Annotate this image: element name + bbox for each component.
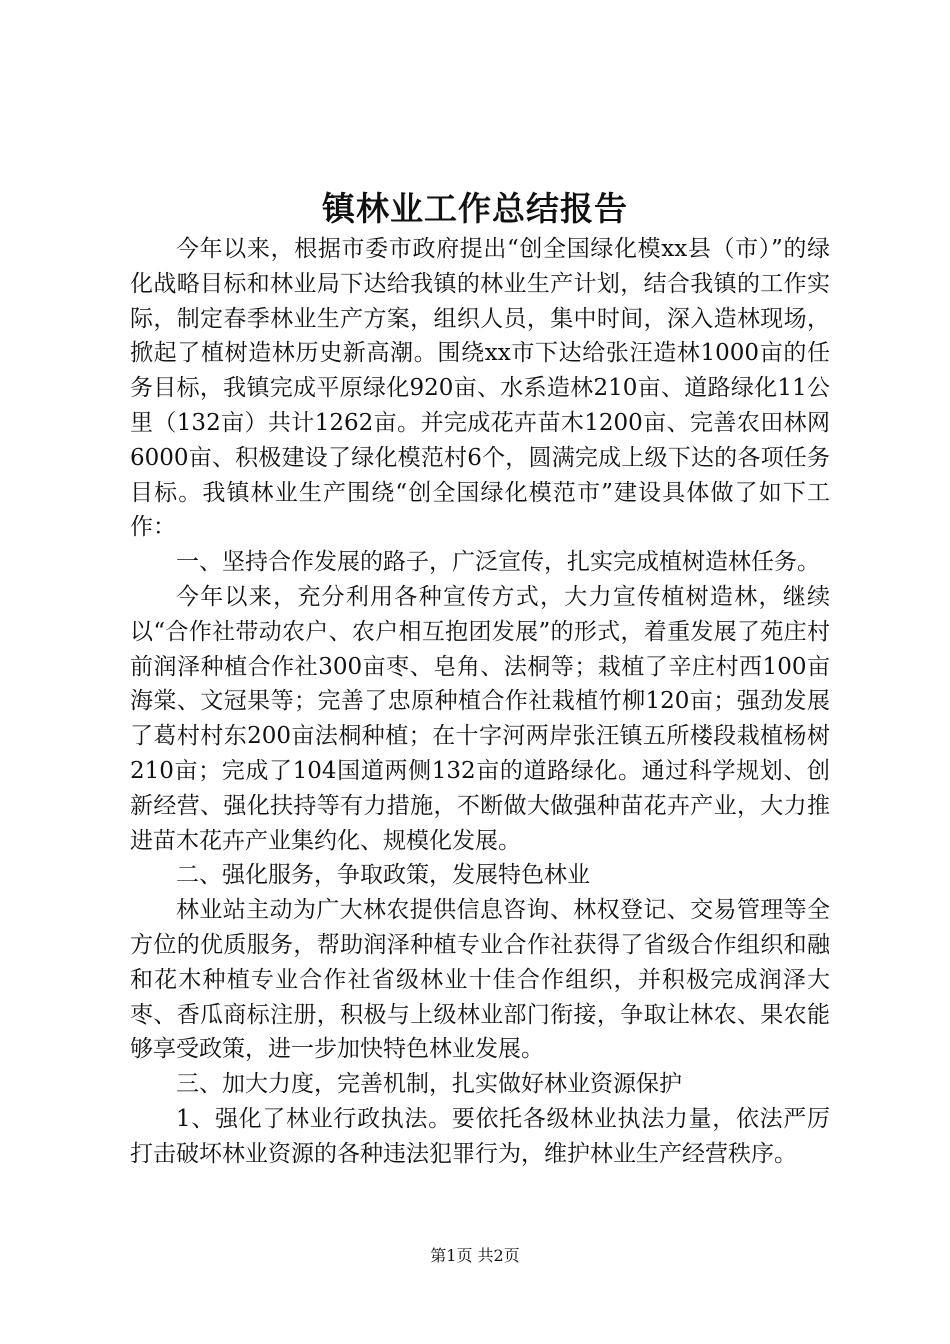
section-2-heading: 二、强化服务，争取政策，发展特色林业: [176, 862, 590, 889]
document-title: 镇林业工作总结报告: [322, 189, 628, 228]
section-1-paragraph: 今年以来，充分利用各种宣传方式，大力宣传植树造林，继续以“合作社带动农户、农户相互抱团发展”的形式，着重发展了苑庄村前润泽种植合作社300亩枣、皂角、法桐等；栽植了辛庄村西100亩海棠、文冠果等；完善了忠原种植合作社栽植竹柳120亩；强劲发展了葛村村东200亩法桐种植；在十字河两岸张汪镇五所楼段栽植杨树210亩；完成了104国道两侧132亩的道路绿化。通过科学规划、创新经营、强化扶持等有力措施，不断做大做强种苗花卉产业，大力推进苗木花卉产业集约化、规模化发展。: [130, 583, 830, 854]
section-2-paragraph: 林业站主动为广大林农提供信息咨询、林权登记、交易管理等全方位的优质服务，帮助润泽种植专业合作社获得了省级合作组织和融和花木种植专业合作社省级林业十佳合作组织，并积极完成润泽大枣、香瓜商标注册，积极与上级林业部门衔接，争取让林农、果农能够享受政策，进一步加快特色林业发展。: [130, 897, 830, 1063]
page-footer: 第1页 共2页: [430, 1246, 520, 1265]
intro-paragraph: 今年以来，根据市委市政府提出“创全国绿化模xx县（市）”的绿化战略目标和林业局下达给我镇的林业生产计划，结合我镇的工作实际，制定春季林业生产方案，组织人员，集中时间，深入造林现场，掀起了植树造林历史新高潮。围绕xx市下达给张汪造林1000亩的任务目标，我镇完成平原绿化920亩、水系造林210亩、道路绿化11公里（132亩）共计1262亩。并完成花卉苗木1200亩、完善农田林网6000亩、积极建设了绿化模范村6个，圆满完成上级下达的各项任务目标。我镇林业生产围绕“创全国绿化模范市”建设具体做了如下工作：: [130, 236, 830, 541]
document-body: [130, 232, 830, 1172]
section-1-heading: 一、坚持合作发展的路子，广泛宣传，扎实完成植树造林任务。: [176, 549, 820, 576]
section-3-heading: 三、加大力度，完善机制，扎实做好林业资源保护: [176, 1071, 682, 1098]
section-3-item-1: 1、强化了林业行政执法。要依托各级林业执法力量，依法严厉打击破坏林业资源的各种违法犯罪行为，维护林业生产经营秩序。: [130, 1105, 830, 1167]
